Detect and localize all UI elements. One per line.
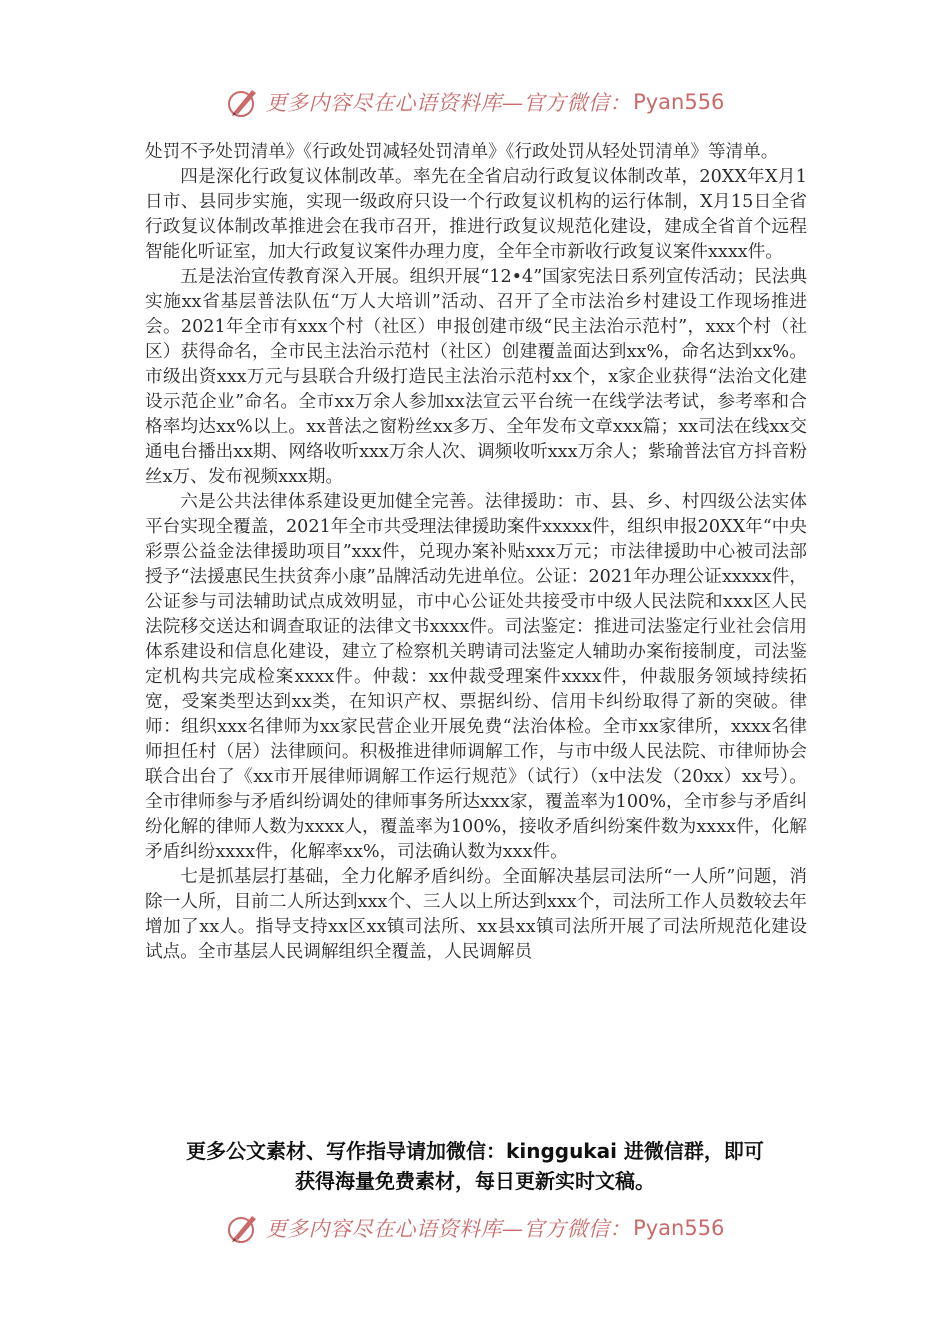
paragraph-grassroots: 七是抓基层打基础，全力化解矛盾纠纷。全面解决基层司法所“一人所”问题，消除一人所，目前二人所达到xxx个、三人以上所达到xxx个，司法所工作人员数较去年增加了xx人。指导支持xx区xx镇司法所、xx县xx镇司法所开展了司法所规范化建设试点。全市基层人民调解组织全覆盖，人民调解员	[145, 867, 807, 962]
watermark-wechat-id: Pyan556	[633, 1216, 725, 1240]
paragraph-continued: 处罚不予处罚清单》《行政处罚减轻处罚清单》《行政处罚从轻处罚清单》等清单。	[145, 142, 779, 162]
watermark-wechat-id: Pyan556	[633, 90, 725, 114]
pen-logo-icon	[226, 85, 260, 119]
watermark-text: 更多内容尽在心语资料库—官方微信：	[265, 91, 632, 115]
promo-notice	[120, 1136, 830, 1196]
paragraph-admin-review: 四是深化行政复议体制改革。率先在全省启动行政复议体制改革，20XX年X月1日市、县同步实施，实现一级政府只设一个行政复议机构的运行体制，X月15日全省行政复议体制改革推进会在我市召开，推进行政复议规范化建设，建成全省首个远程智能化听证室，加大行政复议案件办理力度，全年全市新收行政复议案件xxxx件。	[145, 167, 807, 262]
paragraph-public-legal-system: 六是公共法律体系建设更加健全完善。法律援助：市、县、乡、村四级公法实体平台实现全覆盖，2021年全市共受理法律援助案件xxxxx件，组织申报20XX年“中央彩票公益金法律援助项目”xxx件，兑现办案补贴xxx万元；市法律援助中心被司法部授予“法援惠民生扶贫奔小康”品牌活动先进单位。公证：2021年办理公证xxxxx件，公证参与司法辅助试点成效明显，市中心公证处共接受市中级人民法院和xxx区人民法院移交送达和调查取证的法律文书xxxx件。司法鉴定：推进司法鉴定行业社会信用体系建设和信息化建设，建立了检察机关聘请司法鉴定人辅助办案衔接制度，司法鉴定机构共完成检案xxxx件。仲裁：xx仲裁受理案件xxxx件，仲裁服务领域持续拓宽，受案类型达到xx类，在知识产权、票据纠纷、信用卡纠纷取得了新的突破。律师：组织xxx名律师为xx家民营企业开展免费“法治体检。全市xx家律所，xxxx名律师担任村（居）法律顾问。积极推进律师调解工作，与市中级人民法院、市律师协会联合出台了《xx市开展律师调解工作运行规范》（试行）（x中法发（20xx）xx号）。全市律师参与矛盾纠纷调处的律师事务所达xxx家，覆盖率为100%，全市参与矛盾纠纷化解的律师人数为xxxx人，覆盖率为100%，接收矛盾纠纷案件数为xxxx件，化解矛盾纠纷xxxx件，化解率xx%，司法确认数为xxx件。	[145, 492, 807, 862]
paragraph-law-education: 五是法治宣传教育深入开展。组织开展“12•4”国家宪法日系列宣传活动；民法典实施xx省基层普法队伍“万人大培训”活动、召开了全市法治乡村建设工作现场推进会。2021年全市有xxx个村（社区）申报创建市级“民主法治示范村”，xxx个村（社区）获得命名，全市民主法治示范村（社区）创建覆盖面达到xx%，命名达到xx%。市级出资xxx万元与县联合升级打造民主法治示范村xx个，x家企业获得“法治文化建设示范企业”命名。全市xx万余人参加xx法宣云平台统一在线学法考试，参考率和合格率均达xx%以上。xx普法之窗粉丝xx多万、全年发布文章xxx篇；xx司法在线xx交通电台播出xx期、网络收听xxx万余人次、调频收听xxx万余人；紫瑜普法官方抖音粉丝x万、发布视频xxx期。	[145, 267, 807, 487]
pen-logo-icon	[226, 1211, 260, 1245]
promo-line-1: 更多公文素材、写作指导请加微信：kinggukai 进微信群，即可	[186, 1139, 764, 1163]
promo-line-2: 获得海量免费素材，每日更新实时文稿。	[295, 1169, 655, 1193]
watermark-header	[0, 82, 950, 122]
watermark-text: 更多内容尽在心语资料库—官方微信：	[265, 1217, 632, 1241]
watermark-footer	[0, 1208, 950, 1248]
document-body	[145, 140, 807, 965]
